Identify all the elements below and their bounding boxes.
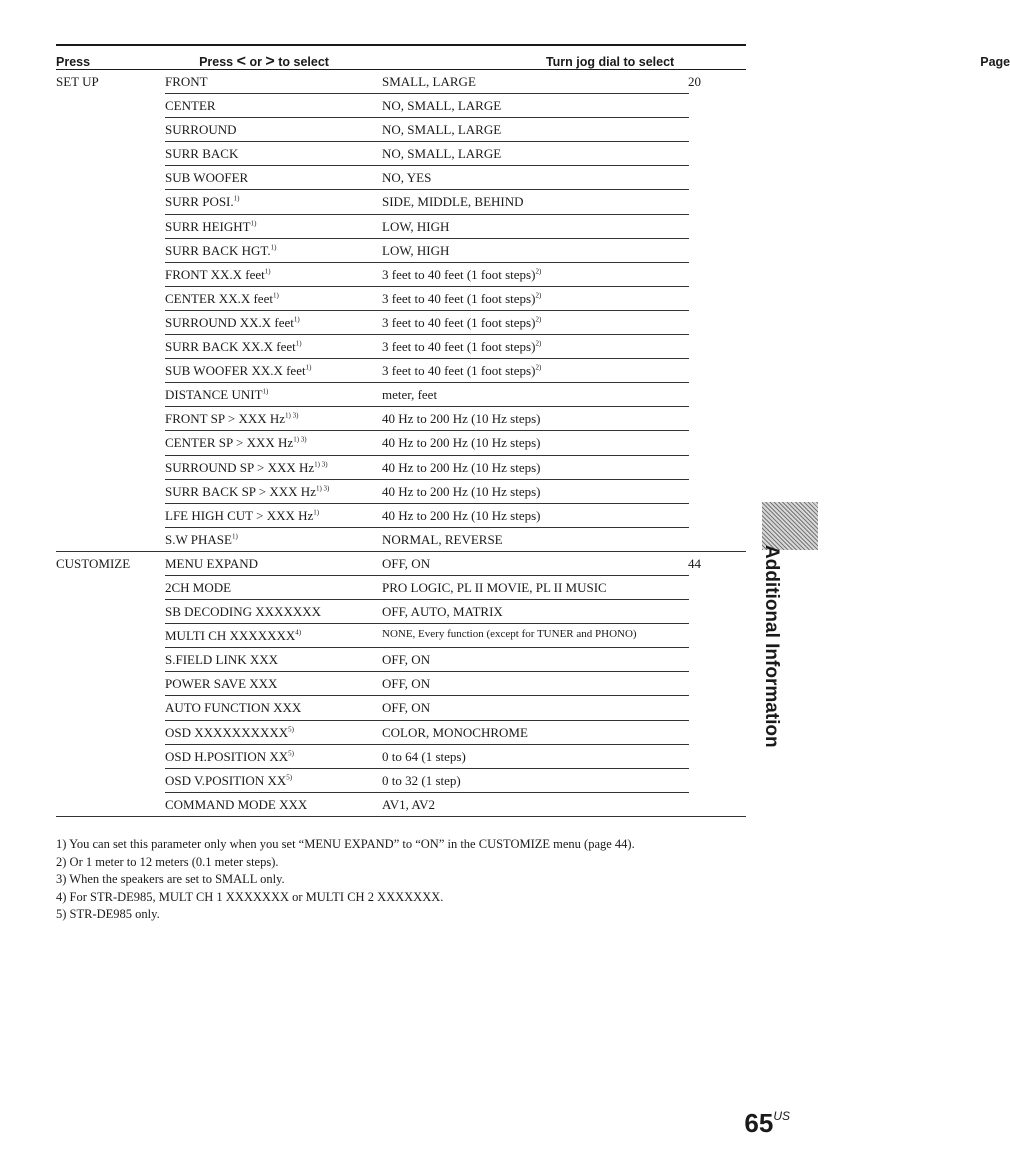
cell-value xyxy=(382,122,501,138)
cell-value-text: NORMAL, REVERSE xyxy=(382,531,503,547)
cell-value-text: 0 to 64 (1 steps) xyxy=(382,748,466,764)
cell-item-footnote-ref: 1) xyxy=(262,387,269,396)
table-row xyxy=(56,456,746,480)
header-select xyxy=(199,53,329,71)
table-row xyxy=(56,215,746,239)
cell-value-text: OFF, ON xyxy=(382,676,431,692)
cell-value-text: SMALL, LARGE xyxy=(382,74,476,89)
cell-item-text: SURROUND XX.X feet xyxy=(165,314,294,330)
cell-item-footnote-ref: 4) xyxy=(295,628,302,637)
cell-item-footnote-ref: 1) xyxy=(313,508,320,517)
left-arrow-icon: < xyxy=(236,52,246,70)
cell-item-text: 2CH MODE xyxy=(165,579,232,595)
table-row xyxy=(56,118,746,142)
cell-item xyxy=(165,267,271,283)
table-row xyxy=(56,94,746,118)
cell-value xyxy=(382,628,637,640)
table-row xyxy=(56,672,746,696)
cell-value-footnote-ref: 2) xyxy=(535,339,542,348)
cell-item xyxy=(165,219,256,235)
cell-item-footnote-ref: 1) xyxy=(305,363,312,372)
table-row xyxy=(56,190,746,214)
footnote: 5) STR-DE985 only. xyxy=(56,907,160,921)
cell-value-text: OFF, ON xyxy=(382,555,431,571)
cell-value-text: NO, YES xyxy=(382,170,432,186)
cell-value xyxy=(382,532,503,548)
cell-value-text: COLOR, MONOCHROME xyxy=(382,724,528,740)
cell-page: 44 xyxy=(688,555,701,571)
cell-value-text: LOW, HIGH xyxy=(382,218,450,234)
cell-item-footnote-ref: 1) xyxy=(270,243,277,252)
header-turn: Turn jog dial to select xyxy=(545,54,675,69)
cell-item xyxy=(165,435,307,451)
cell-value-text: PRO LOGIC, PL II MOVIE, PL II MUSIC xyxy=(382,579,607,595)
cell-item-text: SB DECODING XXXXXXX xyxy=(165,604,321,620)
cell-value xyxy=(382,387,437,403)
cell-item-text: MENU EXPAND xyxy=(165,555,259,571)
table-row xyxy=(56,287,746,311)
cell-item-text: POWER SAVE XXX xyxy=(165,676,278,692)
page-number-value: 65 xyxy=(744,1108,774,1138)
cell-value-text: 3 feet to 40 feet (1 foot steps) xyxy=(382,363,536,379)
cell-item-text: MULTI CH XXXXXXX xyxy=(165,628,296,644)
cell-item xyxy=(165,749,294,765)
cell-item-footnote-ref: 1) xyxy=(233,195,240,204)
table-row xyxy=(56,624,746,648)
cell-item-text: CENTER xyxy=(165,98,216,114)
table-row xyxy=(56,166,746,190)
table-row xyxy=(56,431,746,455)
cell-item-text: COMMAND MODE XXX xyxy=(165,796,308,812)
cell-item xyxy=(165,628,301,644)
cell-item-footnote-ref: 1) 3) xyxy=(293,436,307,445)
cell-value xyxy=(382,219,449,235)
cell-value xyxy=(382,797,435,813)
cell-item xyxy=(165,725,294,741)
cell-item-text: FRONT SP > XXX Hz xyxy=(165,411,286,427)
cell-item-footnote-ref: 1) xyxy=(264,267,271,276)
cell-value-text: meter, feet xyxy=(382,387,438,403)
table-row xyxy=(56,648,746,672)
cell-value-text: NONE, Every function (except for TUNER and PHONO) xyxy=(382,628,637,641)
cell-value xyxy=(382,243,449,259)
cell-value-text: 3 feet to 40 feet (1 foot steps) xyxy=(382,266,536,282)
table-body xyxy=(56,70,746,817)
footnote: 1) You can set this parameter only when you set “MENU EXPAND” to “ON” in the CUSTOMIZE menu (page 44). xyxy=(56,837,635,851)
cell-item-text: OSD H.POSITION XX xyxy=(165,748,289,764)
cell-item xyxy=(165,532,238,548)
cell-item xyxy=(165,700,301,716)
table-row xyxy=(56,142,746,166)
table-row xyxy=(56,696,746,720)
cell-item xyxy=(165,604,321,620)
cell-item-text: SURR HEIGHT xyxy=(165,218,251,234)
cell-item-text: OSD V.POSITION XX xyxy=(165,772,287,788)
cell-value xyxy=(382,170,431,186)
cell-item-text: CENTER SP > XXX Hz xyxy=(165,435,294,451)
cell-item-footnote-ref: 1) xyxy=(250,219,257,228)
footnote: 4) For STR-DE985, MULT CH 1 XXXXXXX or MULTI CH 2 XXXXXXX. xyxy=(56,889,444,904)
cell-value xyxy=(382,339,541,355)
table-row xyxy=(56,793,746,817)
cell-item-text: SURR POSI. xyxy=(165,194,234,210)
header-select-prefix: Press xyxy=(199,54,234,69)
cell-value-text: 3 feet to 40 feet (1 foot steps) xyxy=(382,339,536,355)
cell-item-footnote-ref: 5) xyxy=(288,725,294,734)
section-side-label xyxy=(760,545,790,765)
table-row xyxy=(56,407,746,431)
table-row xyxy=(56,70,746,94)
table-row xyxy=(56,480,746,504)
cell-value xyxy=(382,484,541,500)
cell-item-footnote-ref: 1) xyxy=(231,532,238,541)
table-row xyxy=(56,600,746,624)
cell-item-text: OSD XXXXXXXXXX xyxy=(165,724,289,740)
cell-value-text: 40 Hz to 200 Hz (10 Hz steps) xyxy=(382,483,541,499)
cell-value-text: 40 Hz to 200 Hz (10 Hz steps) xyxy=(382,411,541,427)
cell-value xyxy=(382,315,541,331)
cell-item xyxy=(165,315,300,331)
cell-value xyxy=(382,460,541,476)
cell-value-text: 40 Hz to 200 Hz (10 Hz steps) xyxy=(382,507,541,523)
cell-item xyxy=(165,339,302,355)
cell-value xyxy=(382,700,430,716)
cell-item-footnote-ref: 5) xyxy=(288,749,294,758)
cell-item-footnote-ref: 1) 3) xyxy=(285,411,299,420)
table-row xyxy=(56,504,746,528)
cell-value xyxy=(382,291,541,307)
cell-value xyxy=(382,652,430,668)
cell-item-text: CENTER XX.X feet xyxy=(165,290,273,306)
cell-item-text: FRONT xyxy=(165,74,208,89)
cell-item xyxy=(165,146,238,162)
cell-item-text: SURR BACK HGT. xyxy=(165,242,271,258)
cell-value xyxy=(382,725,528,741)
header-page: Page xyxy=(980,54,1010,69)
header-select-suffix: to select xyxy=(278,54,329,69)
cell-item-text: LFE HIGH CUT > XXX Hz xyxy=(165,507,314,523)
cell-value-footnote-ref: 2) xyxy=(535,291,542,300)
cell-item-text: SURR BACK SP > XXX Hz xyxy=(165,483,316,499)
cell-value xyxy=(382,98,501,114)
cell-value-text: 3 feet to 40 feet (1 foot steps) xyxy=(382,314,536,330)
right-arrow-icon: > xyxy=(265,52,275,70)
table-row xyxy=(56,383,746,407)
section-side-label-text: Additional Information xyxy=(761,545,782,748)
cell-value xyxy=(382,146,501,162)
cell-value-text: NO, SMALL, LARGE xyxy=(382,98,502,114)
cell-item xyxy=(165,387,268,403)
cell-value xyxy=(382,508,541,524)
table-row xyxy=(56,335,746,359)
cell-value-text: 40 Hz to 200 Hz (10 Hz steps) xyxy=(382,435,541,451)
cell-item xyxy=(165,508,319,524)
cell-value xyxy=(382,363,541,379)
cell-value xyxy=(382,773,461,789)
cell-value-text: 40 Hz to 200 Hz (10 Hz steps) xyxy=(382,459,541,475)
table-row xyxy=(56,263,746,287)
cell-item xyxy=(165,74,208,90)
cell-value-text: NO, SMALL, LARGE xyxy=(382,122,502,138)
cell-item-text: SUB WOOFER XX.X feet xyxy=(165,363,306,379)
table-row xyxy=(56,359,746,383)
cell-value xyxy=(382,435,541,451)
cell-item xyxy=(165,460,328,476)
table-row xyxy=(56,745,746,769)
cell-item-footnote-ref: 1) 3) xyxy=(315,484,330,493)
cell-item xyxy=(165,676,277,692)
cell-item xyxy=(165,170,248,186)
header-press: Press xyxy=(56,54,91,69)
table-row xyxy=(56,576,746,600)
cell-item xyxy=(165,580,231,596)
cell-item xyxy=(165,411,298,427)
cell-value-text: 0 to 32 (1 step) xyxy=(382,772,461,788)
cell-item-text: FRONT XX.X feet xyxy=(165,266,265,282)
cell-value-footnote-ref: 2) xyxy=(535,315,542,324)
cell-item xyxy=(165,556,258,572)
cell-item xyxy=(165,243,276,259)
cell-press: CUSTOMIZE xyxy=(56,555,131,571)
cell-item xyxy=(165,484,329,500)
cell-value-text: OFF, ON xyxy=(382,652,431,668)
cell-item-text: SURR BACK XX.X feet xyxy=(165,339,296,355)
section-tab-marker xyxy=(762,502,818,550)
cell-item xyxy=(165,122,237,138)
cell-item-footnote-ref: 1) xyxy=(293,315,300,324)
cell-page: 20 xyxy=(688,74,701,89)
cell-item-footnote-ref: 1) xyxy=(295,339,302,348)
table-row xyxy=(56,721,746,745)
footnote: 3) When the speakers are set to SMALL only. xyxy=(56,872,285,886)
cell-item xyxy=(165,194,239,210)
footnote: 2) Or 1 meter to 12 meters (0.1 meter steps). xyxy=(56,854,279,869)
cell-value-text: OFF, ON xyxy=(382,700,431,716)
cell-item-text: SURR BACK xyxy=(165,146,239,162)
cell-value-text: NO, SMALL, LARGE xyxy=(382,146,502,162)
cell-item xyxy=(165,652,278,668)
cell-item xyxy=(165,291,279,307)
table-row xyxy=(56,552,746,576)
cell-item xyxy=(165,98,216,114)
cell-value xyxy=(382,556,430,572)
cell-item xyxy=(165,363,311,379)
cell-value-text: LOW, HIGH xyxy=(382,242,450,258)
table-header xyxy=(56,44,1010,70)
cell-value-text: 3 feet to 40 feet (1 foot steps) xyxy=(382,290,536,306)
cell-value xyxy=(382,194,524,210)
cell-value xyxy=(382,411,541,427)
cell-item xyxy=(165,773,292,789)
cell-item-text: SUB WOOFER xyxy=(165,170,249,186)
cell-press: SET UP xyxy=(56,74,99,89)
cell-item-text: SURROUND xyxy=(165,122,237,138)
cell-value-footnote-ref: 2) xyxy=(535,267,542,276)
table-row xyxy=(56,239,746,263)
cell-item xyxy=(165,797,307,813)
cell-value xyxy=(382,676,430,692)
footnotes xyxy=(56,836,736,924)
cell-item-text: AUTO FUNCTION XXX xyxy=(165,700,302,716)
cell-value xyxy=(382,604,503,620)
cell-value-text: SIDE, MIDDLE, BEHIND xyxy=(382,194,524,210)
cell-item-footnote-ref: 1) 3) xyxy=(314,460,328,469)
header-select-or: or xyxy=(249,54,262,69)
cell-item-footnote-ref: 5) xyxy=(286,773,293,782)
cell-value-text: OFF, AUTO, MATRIX xyxy=(382,604,503,620)
cell-item-text: SURROUND SP > XXX Hz xyxy=(165,459,315,475)
cell-value xyxy=(382,74,476,90)
cell-item-text: S.W PHASE xyxy=(165,531,232,547)
page-number xyxy=(744,1108,790,1139)
cell-value xyxy=(382,580,607,596)
cell-value xyxy=(382,749,466,765)
table-row xyxy=(56,311,746,335)
cell-value-text: AV1, AV2 xyxy=(382,796,435,812)
cell-item-text: S.FIELD LINK XXX xyxy=(165,652,279,668)
cell-item-footnote-ref: 1) xyxy=(272,291,279,300)
table-row xyxy=(56,769,746,793)
row-divider xyxy=(56,816,746,817)
cell-value-footnote-ref: 2) xyxy=(535,363,542,372)
page-number-suffix: US xyxy=(773,1109,790,1123)
cell-item-text: DISTANCE UNIT xyxy=(165,387,263,403)
table-row xyxy=(56,528,746,552)
cell-value xyxy=(382,267,541,283)
